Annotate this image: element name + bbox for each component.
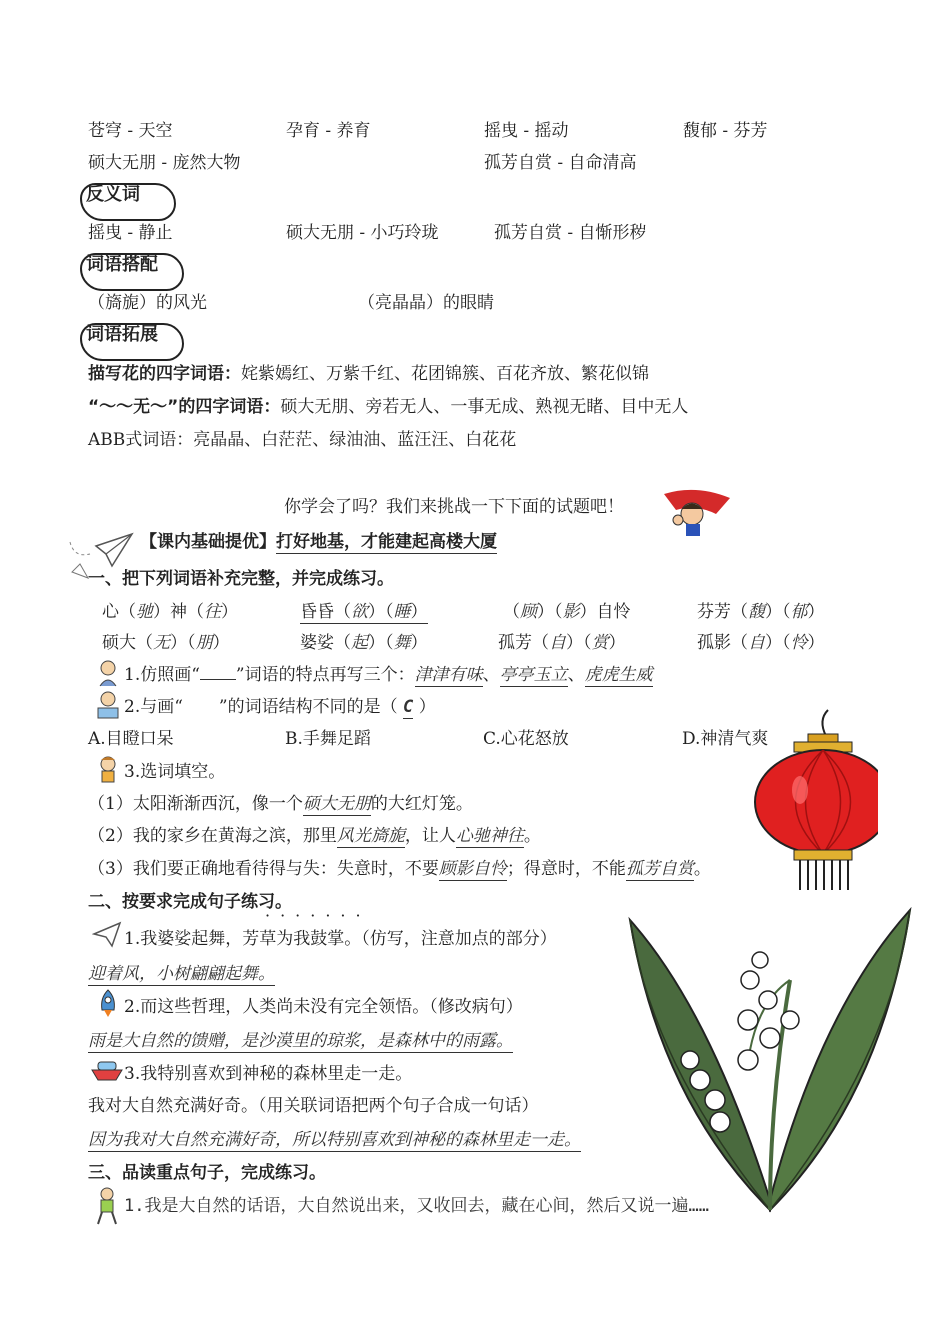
word-fill-5: 硕大（无）（朋） bbox=[102, 633, 230, 653]
expansion-line-3: ABB式词语：亮晶晶、白茫茫、绿油油、蓝汪汪、白花花 bbox=[88, 430, 517, 450]
boat-icon bbox=[90, 1056, 124, 1084]
lily-of-the-valley-illustration bbox=[620, 900, 920, 1220]
q1-title: 一、把下列词语补充完整，并完成练习。 bbox=[88, 569, 394, 589]
fill-sentence-2: （2）我的家乡在黄海之滨，那里风光旖旎，让人心驰神往。 bbox=[88, 826, 541, 846]
collocation-heading: 词语搭配 bbox=[86, 254, 158, 275]
q2-s3: 3.我特别喜欢到神秘的森林里走一走。 bbox=[124, 1064, 413, 1084]
q1-sub1: 1.仿照画“ ”词语的特点再写三个：津津有味、亭亭玉立、虎虎生威 bbox=[124, 665, 653, 685]
word-fill-2: 昏昏（欲）（睡） bbox=[300, 597, 428, 624]
option-c: C.心花怒放 bbox=[483, 729, 569, 749]
antonyms-heading: 反义词 bbox=[86, 184, 140, 205]
option-d: D.神清气爽 bbox=[682, 729, 769, 749]
section-header: 【课内基础提优】打好地基，才能建起高楼大厦 bbox=[140, 532, 497, 552]
word-fill-3: （顾）（影）自怜 bbox=[503, 602, 631, 622]
q2-s3-answer: 因为我对大自然充满好奇，所以特别喜欢到神秘的森林里走一走。 bbox=[88, 1125, 581, 1152]
fill-sentence-3: （3）我们要正确地看待得与失：失意时，不要顾影自怜；得意时，不能孤芳自赏。 bbox=[88, 859, 711, 879]
expansion-heading: 词语拓展 bbox=[86, 324, 158, 345]
q1-sub2: 2.与画“ ”的词语结构不同的是（ C ） bbox=[124, 697, 436, 717]
challenge-text: 你学会了吗？我们来挑战一下下面的试题吧！ bbox=[284, 497, 624, 517]
synonym-6: 孤芳自赏 - 自命清高 bbox=[484, 153, 637, 173]
option-b: B.手舞足蹈 bbox=[285, 729, 371, 749]
antonym-3: 孤芳自赏 - 自惭形秽 bbox=[494, 223, 647, 243]
synonym-3: 摇曳 - 摇动 bbox=[484, 121, 569, 141]
synonym-5: 硕大无朋 - 庞然大物 bbox=[88, 153, 241, 173]
paper-plane-icon bbox=[92, 920, 122, 948]
kid-icon bbox=[94, 754, 122, 784]
student-icon bbox=[94, 658, 122, 688]
option-a: A.目瞪口呆 bbox=[88, 729, 174, 749]
q2-title: 二、按要求完成句子练习。 bbox=[88, 892, 292, 912]
antonym-1: 摇曳 - 静止 bbox=[88, 223, 173, 243]
word-fill-4: 芬芳（馥）（郁） bbox=[697, 602, 825, 622]
q2-s3b: 我对大自然充满好奇。（用关联词语把两个句子合成一句话） bbox=[88, 1096, 539, 1116]
q2-s1-answer: 迎着风，小树翩翩起舞。 bbox=[88, 959, 275, 986]
q2-s2-answer: 雨是大自然的馈赠，是沙漠里的琼浆，是森林中的雨露。 bbox=[88, 1026, 513, 1053]
q1-sub3: 3.选词填空。 bbox=[124, 762, 226, 782]
emphasis-dots: ······· bbox=[265, 906, 371, 925]
synonym-2: 孕育 - 养育 bbox=[286, 121, 371, 141]
superhero-icon bbox=[656, 484, 734, 542]
synonym-1: 苍穹 - 天空 bbox=[88, 121, 173, 141]
q3-s1: 1.我是大自然的话语，大自然说出来，又收回去，藏在心间，然后又说一遍…… bbox=[124, 1196, 709, 1216]
q2-s1: 1.我婆娑起舞，芳草为我鼓掌。（仿写，注意加点的部分） bbox=[124, 929, 557, 949]
q3-title: 三、品读重点句子，完成练习。 bbox=[88, 1163, 326, 1183]
antonym-2: 硕大无朋 - 小巧玲珑 bbox=[286, 223, 439, 243]
expansion-line-1: 描写花的四字词语：姹紫嫣红、万紫千红、花团锦簇、百花齐放、繁花似锦 bbox=[88, 364, 649, 384]
red-lantern-icon bbox=[748, 706, 878, 896]
synonym-4: 馥郁 - 芬芳 bbox=[683, 121, 768, 141]
collocation-2: （亮晶晶）的眼睛 bbox=[358, 293, 494, 313]
q2-s2: 2.而这些哲理，人类尚未没有完全领悟。（修改病句） bbox=[124, 997, 523, 1017]
word-fill-7: 孤芳（自）（赏） bbox=[498, 633, 626, 653]
rocket-icon bbox=[94, 988, 122, 1018]
word-fill-1: 心（驰）神（往） bbox=[102, 602, 238, 622]
expansion-line-2: “～～无～”的四字词语：硕大无朋、旁若无人、一事无成、熟视无睹、目中无人 bbox=[88, 397, 689, 417]
reading-student-icon bbox=[94, 690, 122, 720]
running-kid-icon bbox=[92, 1186, 122, 1226]
word-fill-6: 婆娑（起）（舞） bbox=[300, 633, 428, 653]
fill-sentence-1: （1）太阳渐渐西沉，像一个硕大无朋的大红灯笼。 bbox=[88, 794, 473, 814]
word-fill-8: 孤影（自）（怜） bbox=[697, 633, 825, 653]
collocation-1: （旖旎）的风光 bbox=[88, 293, 207, 313]
